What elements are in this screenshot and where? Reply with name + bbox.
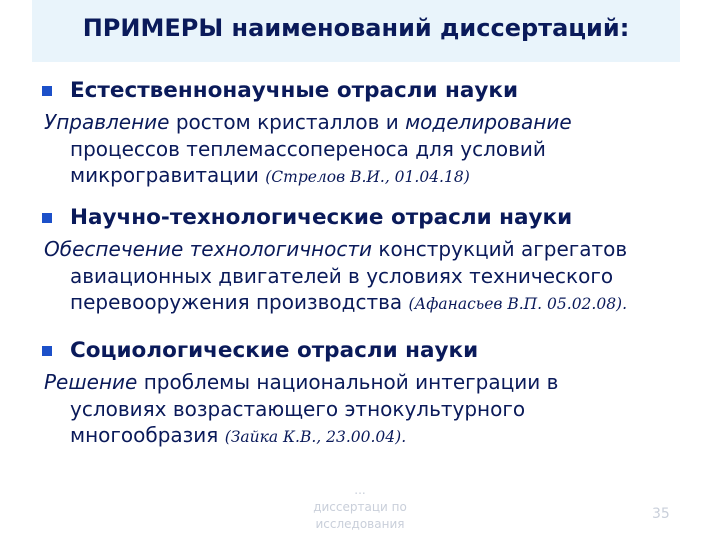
section-1-line-3: микрогравитации (Стрелов В.И., 01.04.18) — [70, 163, 470, 187]
section-heading-natural-sciences: Естественнонаучные отрасли науки — [70, 78, 519, 103]
section-2-line-2: авиационных двигателей в условиях технического — [70, 264, 614, 288]
citation: (Зайка К.В., 23.00.04). — [224, 428, 407, 446]
section-heading-social-sciences: Социологические отрасли науки — [70, 338, 479, 363]
bullet-icon — [42, 213, 52, 223]
section-2-line-1: Обеспечение технологичности конструкций агрегатов — [44, 237, 628, 261]
bullet-icon — [42, 346, 52, 356]
section-3-line-3: многообразия (Зайка К.В., 23.00.04). — [70, 423, 407, 447]
section-1-line-2: процессов теплемассопереноса для условий — [70, 137, 546, 161]
section-3-line-2: условиях возрастающего этнокультурного — [70, 397, 526, 421]
section-heading-tech-sciences: Научно-технологические отрасли науки — [70, 205, 573, 230]
slide-title: ПРИМЕРЫ наименований диссертаций: — [82, 14, 630, 42]
section-2-line-3: перевооружения производства (Афанасьев В.П. 05.02.08). — [70, 290, 628, 314]
citation: (Стрелов В.И., 01.04.18) — [265, 168, 470, 186]
section-3-line-1: Решение проблемы национальной интеграции в — [44, 370, 559, 394]
section-1-line-1: Управление ростом кристаллов и моделирование — [44, 110, 572, 134]
citation: (Афанасьев В.П. 05.02.08). — [408, 295, 628, 313]
slide-footer: ... диссертаци по исследования — [313, 483, 407, 531]
bullet-icon — [42, 86, 52, 96]
page-number: 35 — [652, 506, 670, 522]
